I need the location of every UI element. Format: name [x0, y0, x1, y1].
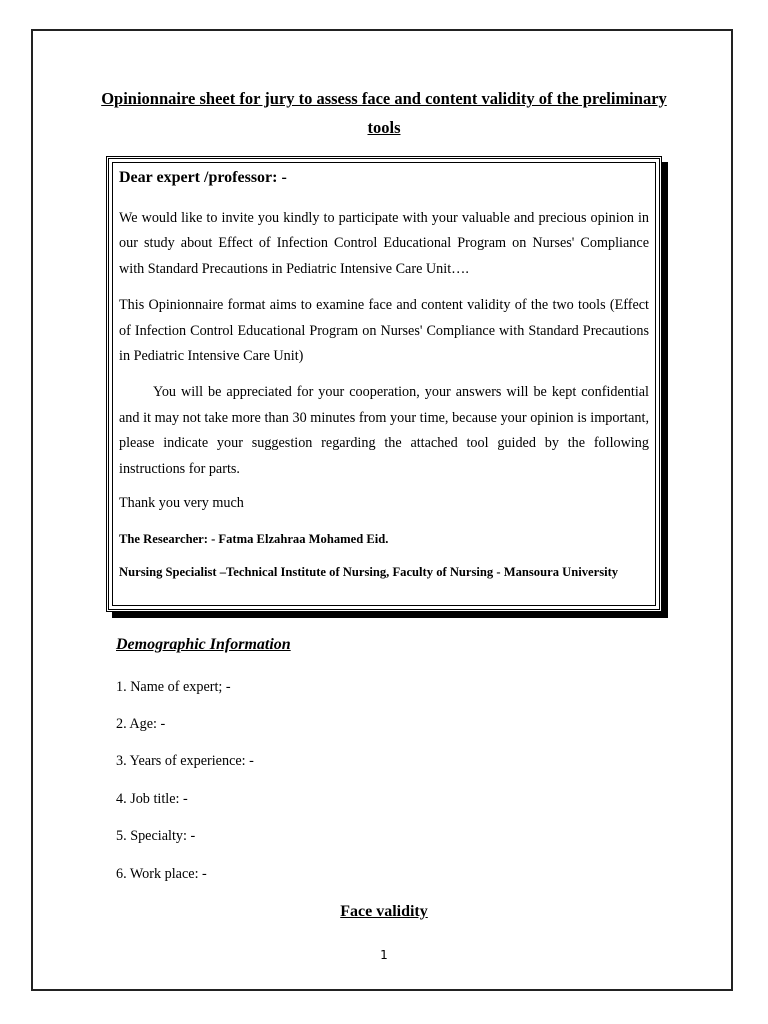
- field-age: 2. Age: -: [116, 716, 166, 732]
- demographic-heading: Demographic Information: [116, 636, 291, 653]
- letter-paragraph-invitation: We would like to invite you kindly to participate with your valuable and precious opinion in our study about Effect of Infection Control Educational Program on Nurses' Compliance with Standard Precautions in Pediatric Intensive Care Unit….: [119, 210, 649, 277]
- letter-paragraph-appreciation: You will be appreciated for your cooperation, your answers will be kept confidential and it may not take more than 30 minutes from your time, because your opinion is important, please indicate your suggestion regarding the attached tool guided by the following instructions for parts.: [119, 384, 649, 477]
- page-title: Opinionnaire sheet for jury to assess face and content validity of the preliminary tools: [101, 89, 667, 137]
- field-job-title: 4. Job title: -: [116, 791, 188, 807]
- researcher-affiliation: Nursing Specialist –Technical Institute of Nursing, Faculty of Nursing - Mansoura University: [119, 565, 619, 580]
- letter-closing: Thank you very much: [119, 495, 244, 512]
- face-validity-heading: Face validity: [340, 903, 428, 920]
- page-number: 1: [380, 948, 388, 962]
- field-name-of-expert: 1. Name of expert; -: [116, 679, 231, 695]
- researcher-name: The Researcher: - Fatma Elzahraa Mohamed Eid.: [119, 532, 389, 547]
- letter-salutation: Dear expert /professor: -: [119, 169, 287, 186]
- field-years-of-experience: 3. Years of experience: -: [116, 753, 254, 769]
- invitation-letter-box: [106, 156, 662, 612]
- field-work-place: 6. Work place: -: [116, 866, 207, 882]
- letter-paragraph-purpose: This Opinionnaire format aims to examine face and content validity of the two tools (Effect of Infection Control Educational Program on Nurses' Compliance with Standard Precautions in Pediatric Intensive Care Unit): [119, 297, 649, 365]
- field-specialty: 5. Specialty: -: [116, 828, 196, 844]
- invitation-letter-inner: [112, 162, 656, 606]
